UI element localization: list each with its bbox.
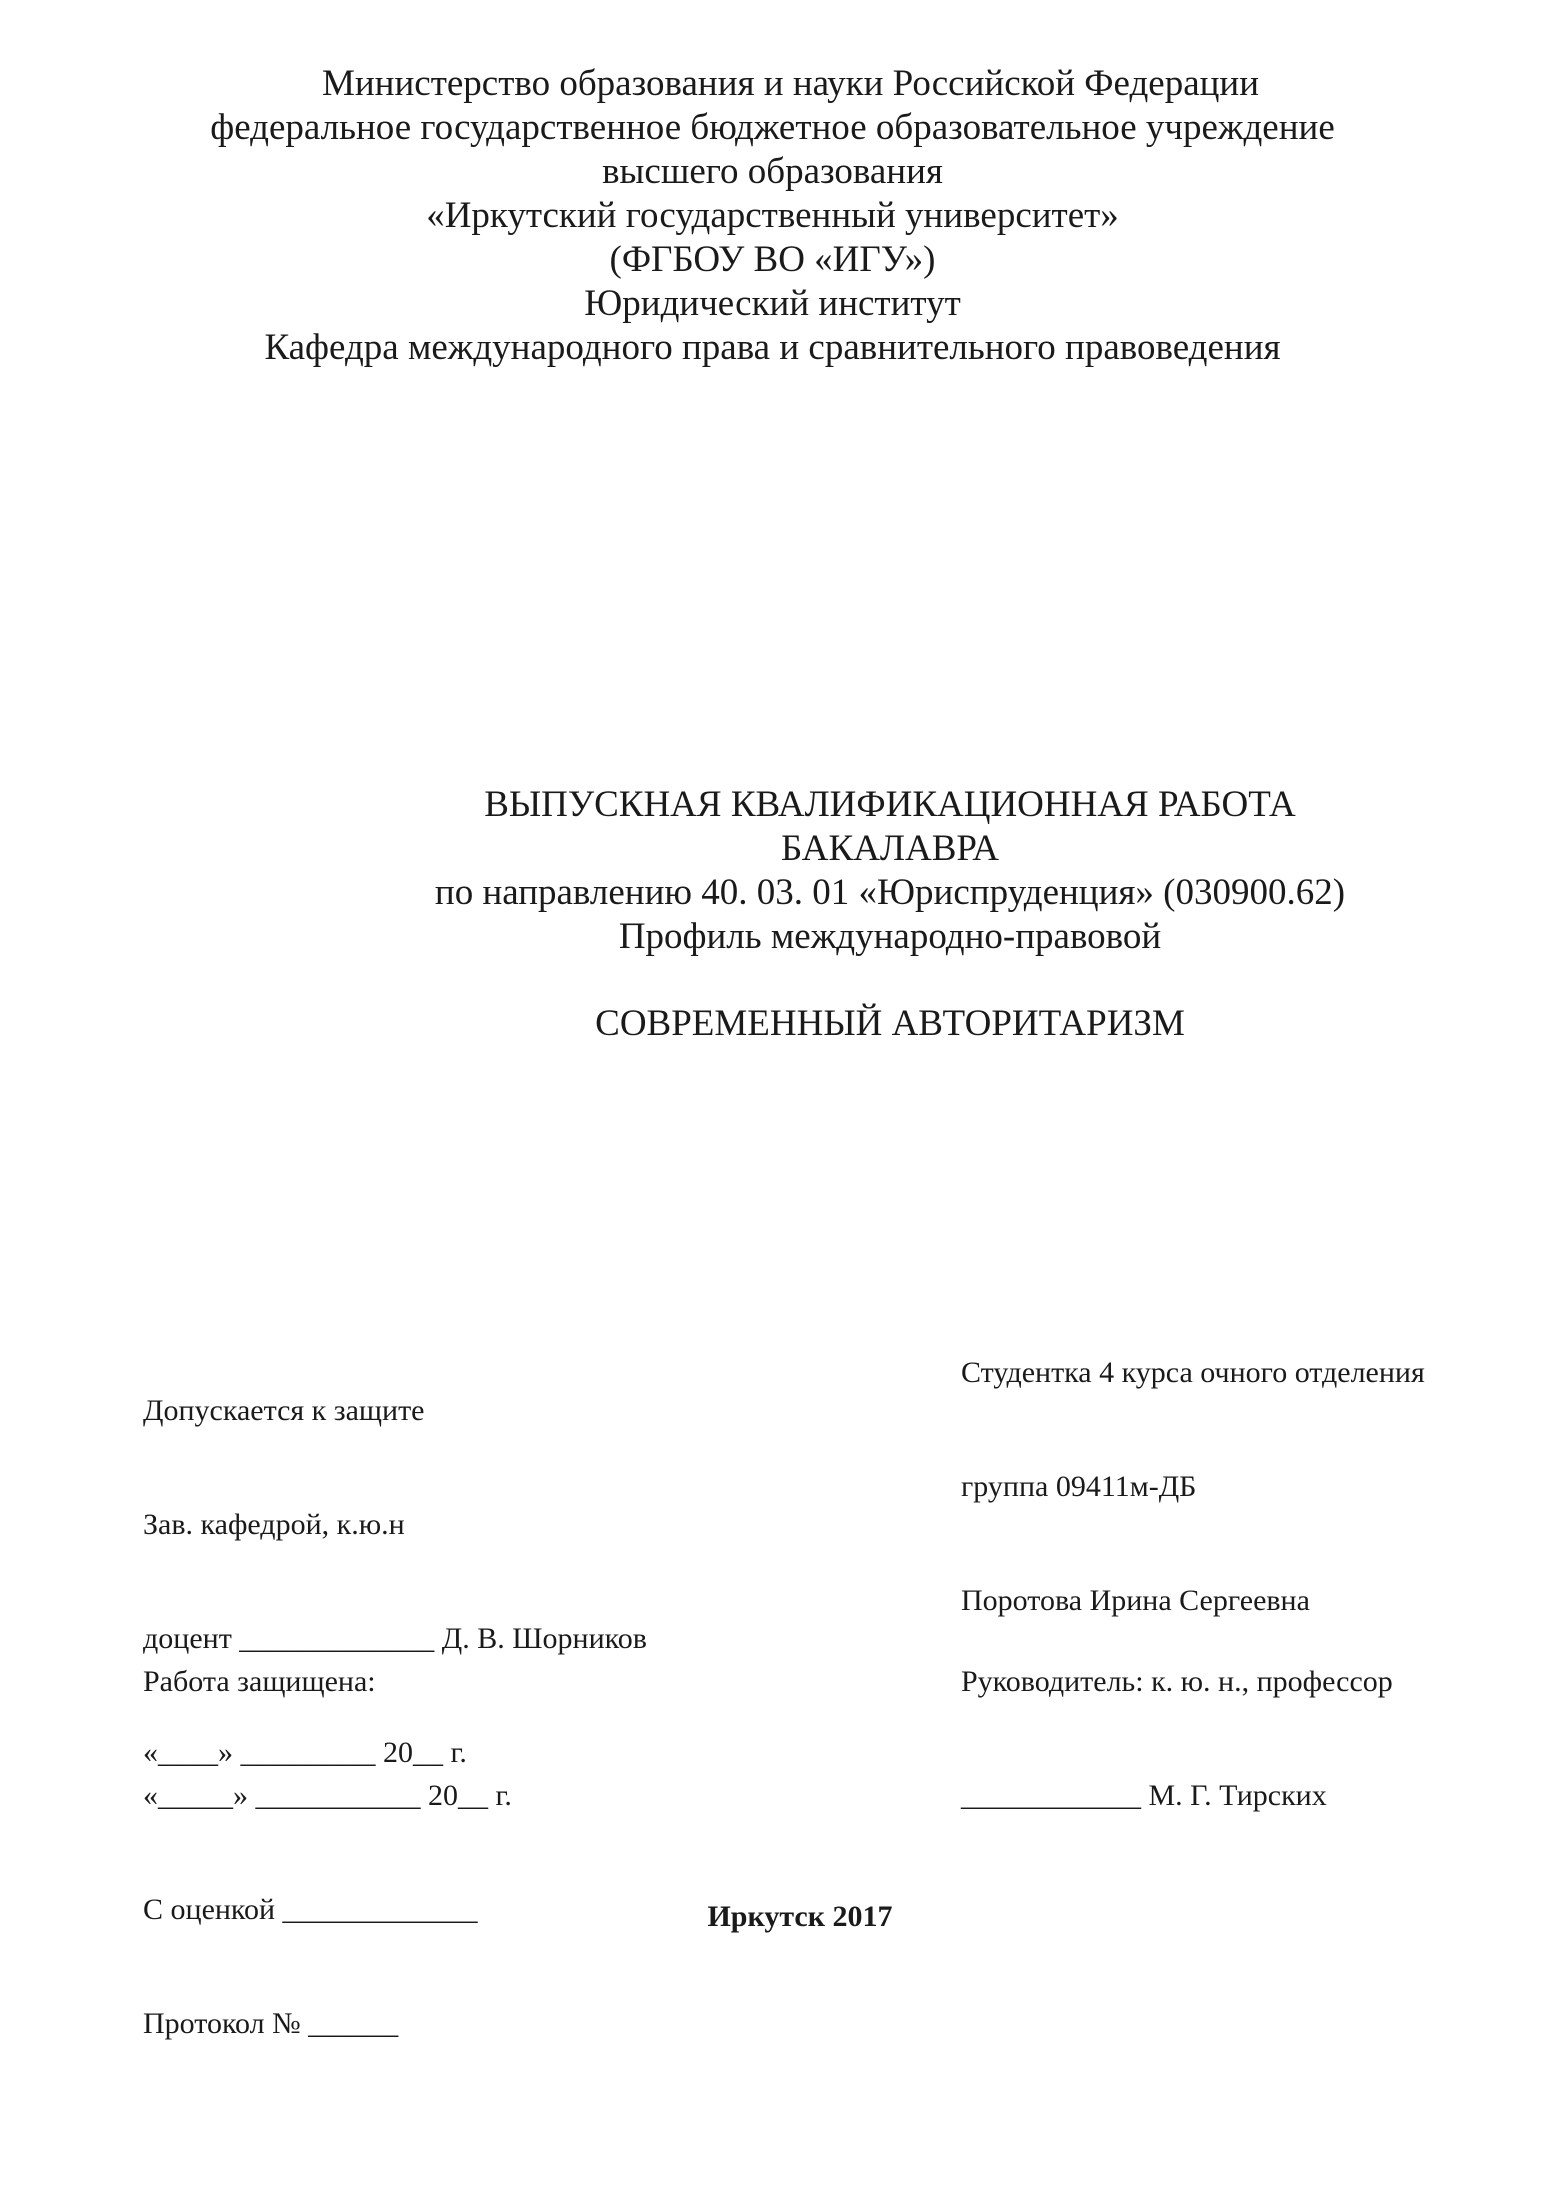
defense-line-4: Протокол № ______ [143,2007,399,2040]
admission-line-3: доцент _____________ Д. В. Шорников [143,1622,647,1655]
defense-block [143,1587,512,2119]
admission-line-4: «____» _________ 20__ г. [143,1736,467,1769]
degree-line: БАКАЛАВРА [781,828,999,869]
department-line: Кафедра международного права и сравнительного правоведения [264,327,1281,368]
institution-type-line: федеральное государственное бюджетное образовательное учреждение [210,107,1335,148]
thesis-type-line: ВЫПУСКНАЯ КВАЛИФИКАЦИОННАЯ РАБОТА [484,784,1296,825]
thesis-topic: СОВРЕМЕННЫЙ АВТОРИТАРИЗМ [595,1003,1185,1044]
supervisor-line-1: Руководитель: к. ю. н., профессор [961,1665,1393,1698]
direction-line: по направлению 40. 03. 01 «Юриспруденция» (030900.62) [434,872,1346,913]
ministry-line: Министерство образования и науки Российской Федерации [321,63,1260,104]
supervisor-line-2: ____________ М. Г. Тирских [961,1779,1327,1812]
university-abbr-line: (ФГБОУ ВО «ИГУ») [609,239,936,280]
supervisor-block [961,1587,1393,1891]
admission-line-1: Допускается к защите [143,1394,425,1427]
city-year: Иркутск 2017 [707,1900,893,1933]
thesis-title-block [150,783,1545,1046]
defense-line-3: С оценкой _____________ [143,1893,478,1926]
university-name-line: «Иркутский государственный университет» [426,195,1119,236]
student-line-3: Поротова Ирина Сергеевна [961,1584,1310,1617]
institute-line: Юридический институт [584,283,961,324]
defense-line-2: «_____» ___________ 20__ г. [143,1779,512,1812]
student-line-1: Студентка 4 курса очного отделения [961,1356,1425,1389]
admission-line-2: Зав. кафедрой, к.ю.н [143,1508,405,1541]
education-level-line: высшего образования [602,151,943,192]
defense-line-1: Работа защищена: [143,1665,376,1698]
student-line-2: группа 09411м-ДБ [961,1470,1197,1503]
title-gap [150,959,1545,1002]
institution-header [0,62,1545,370]
profile-line: Профиль международно-правовой [618,916,1162,957]
